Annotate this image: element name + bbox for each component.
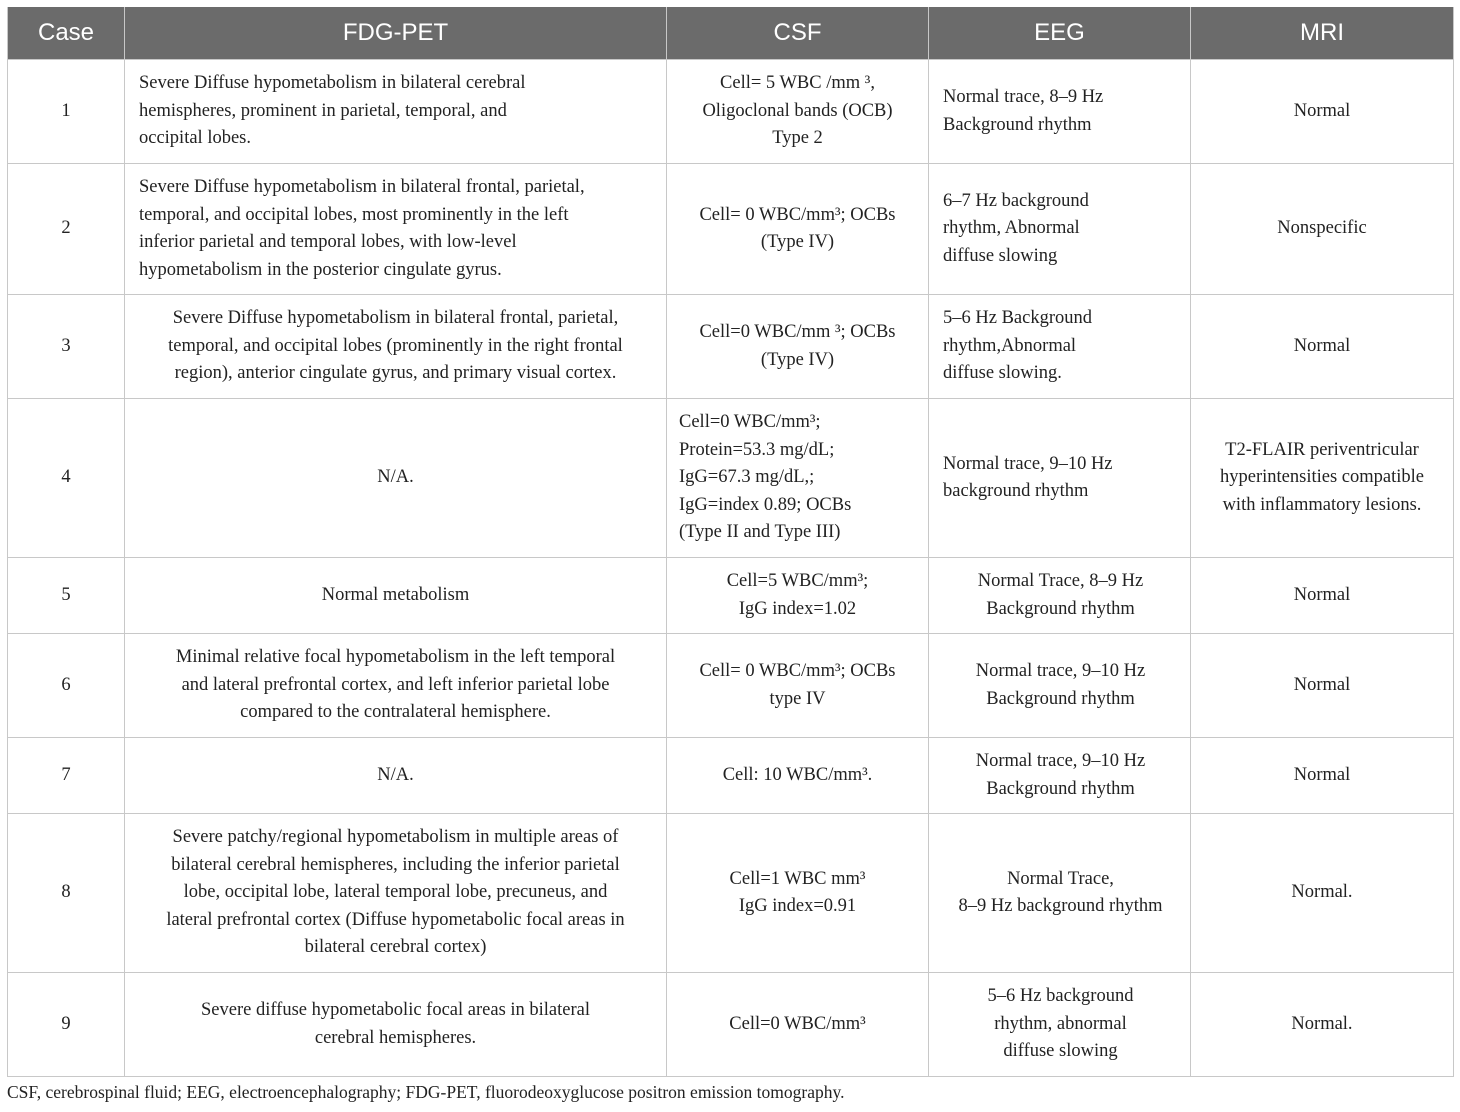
eeg-line: 5–6 Hz Background [943,308,1092,329]
eeg-cell [929,814,1191,973]
pet-line: hemispheres, prominent in parietal, temporal, and [139,100,507,121]
mri-line: T2-FLAIR periventricular [1225,439,1419,460]
column-header-csf: CSF [667,7,929,60]
pet-line: region), anterior cingulate gyrus, and primary visual cortex. [174,363,617,384]
mri-cell [1191,60,1454,164]
pet-line: bilateral cerebral hemispheres, including the inferior parietal [171,854,620,875]
mri-line: Normal [1293,100,1351,121]
eeg-cell [929,634,1191,738]
eeg-line: Normal Trace, 8–9 Hz [977,571,1144,591]
pet-line: lobe, occipital lobe, lateral temporal lobe, precuneus, and [183,882,608,903]
eeg-cell [929,558,1191,634]
csf-line: Protein=53.3 mg/dL; [679,439,835,460]
eeg-line: 5–6 Hz background [987,986,1134,1007]
fdg-pet-cell [125,164,667,295]
csf-line: IgG=index 0.89; OCBs [679,494,852,515]
pet-line: N/A. [377,467,414,488]
table-row [8,814,1454,973]
eeg-cell [929,60,1191,164]
csf-line: Cell=1 WBC mm³ [729,868,866,889]
eeg-line: Background rhythm [986,598,1135,619]
csf-cell [667,60,929,164]
pet-line: and lateral prefrontal cortex, and left inferior parietal lobe [181,674,610,695]
csf-cell [667,738,929,814]
mri-cell [1191,973,1454,1077]
pet-line: temporal, and occipital lobes (prominently in the right frontal [168,335,623,356]
pet-line: Severe Diffuse hypometabolism in bilateral frontal, parietal, [172,308,619,329]
csf-line: IgG index=0.91 [738,896,857,916]
mri-cell [1191,738,1454,814]
pet-line: hypometabolism in the posterior cingulate gyrus. [139,259,502,280]
eeg-cell [929,399,1191,558]
table-row [8,558,1454,634]
eeg-line: Normal trace, 9–10 Hz [943,453,1113,474]
csf-line: Oligoclonal bands (OCB) [702,100,893,121]
table-row [8,60,1454,164]
pet-line: Severe Diffuse hypometabolism in bilateral frontal, parietal, [139,177,585,197]
eeg-line: Normal trace, 8–9 Hz [943,87,1104,107]
eeg-line: Background rhythm [943,114,1092,135]
csf-line: Cell: 10 WBC/mm³. [722,764,873,785]
mri-line: Normal [1293,764,1351,785]
case-number-cell: 8 [8,814,125,973]
eeg-line: diffuse slowing. [943,363,1062,384]
csf-line: Type 2 [772,128,823,149]
csf-cell [667,814,929,973]
table-row [8,399,1454,558]
case-number-cell: 3 [8,295,125,399]
eeg-line: diffuse slowing [943,245,1058,266]
column-header-eeg: EEG [929,7,1191,60]
eeg-cell [929,295,1191,399]
table-body [8,60,1454,1077]
mri-cell [1191,399,1454,558]
csf-cell [667,295,929,399]
pet-line: lateral prefrontal cortex (Diffuse hypometabolic focal areas in [166,909,625,930]
fdg-pet-cell [125,738,667,814]
eeg-line: Normal trace, 9–10 Hz [975,661,1146,681]
mri-line: Normal [1293,584,1351,605]
csf-line: Cell=5 WBC/mm³; [726,571,869,591]
mri-cell [1191,814,1454,973]
eeg-cell [929,738,1191,814]
case-number-cell: 7 [8,738,125,814]
mri-line: Normal [1293,674,1351,695]
eeg-line: 8–9 Hz background rhythm [958,896,1163,916]
eeg-line: 6–7 Hz background [943,190,1089,211]
eeg-line: background rhythm [943,481,1089,501]
mri-line: hyperintensities compatible [1220,467,1424,488]
fdg-pet-cell [125,973,667,1077]
eeg-line: rhythm, abnormal [994,1013,1127,1034]
table-row [8,973,1454,1077]
column-header-mri: MRI [1191,7,1454,60]
fdg-pet-cell [125,814,667,973]
csf-line: (Type IV) [760,232,835,252]
csf-line: Cell= 5 WBC /mm ³, [720,73,875,94]
eeg-line: Normal Trace, [1007,868,1114,889]
csf-line: Cell=0 WBC/mm³; [679,412,821,433]
case-number-cell: 4 [8,399,125,558]
eeg-cell [929,164,1191,295]
csf-cell [667,164,929,295]
case-number-cell: 1 [8,60,125,164]
case-number-cell: 2 [8,164,125,295]
column-header-fdg-pet: FDG-PET [125,7,667,60]
mri-cell [1191,634,1454,738]
pet-line: Severe diffuse hypometabolic focal areas in bilateral [200,1000,591,1020]
csf-line: (Type IV) [760,349,835,370]
clinical-findings-table [7,7,1454,1077]
table-row [8,634,1454,738]
csf-cell [667,634,929,738]
case-number-cell: 6 [8,634,125,738]
mri-line: Normal. [1291,1013,1353,1034]
mri-line: Normal. [1291,882,1353,903]
fdg-pet-cell [125,558,667,634]
table-header-row [8,7,1454,60]
pet-line: occipital lobes. [139,128,251,149]
table-footnote: CSF, cerebrospinal fluid; EEG, electroencephalography; FDG-PET, fluorodeoxyglucose positron emission tomography. [7,1082,845,1102]
eeg-cell [929,973,1191,1077]
case-number-cell: 5 [8,558,125,634]
table-row [8,295,1454,399]
fdg-pet-cell [125,399,667,558]
pet-line: compared to the contralateral hemisphere. [240,702,551,723]
eeg-line: rhythm, Abnormal [943,218,1080,239]
pet-line: inferior parietal and temporal lobes, with low-level [139,232,517,252]
mri-cell [1191,558,1454,634]
csf-line: (Type II and Type III) [679,522,841,543]
pet-line: Minimal relative focal hypometabolism in the left temporal [175,647,616,668]
mri-line: with inflammatory lesions. [1222,494,1422,515]
csf-line: Cell= 0 WBC/mm³; OCBs [699,661,896,681]
eeg-line: rhythm,Abnormal [943,335,1077,356]
fdg-pet-cell [125,634,667,738]
pet-line: temporal, and occipital lobes, most prominently in the left [139,204,569,225]
csf-cell [667,558,929,634]
eeg-line: Background rhythm [986,688,1135,709]
clinical-findings-table-container [7,7,1453,1077]
pet-line: bilateral cerebral cortex) [304,937,487,958]
csf-cell [667,399,929,558]
csf-line: Cell=0 WBC/mm³ [729,1013,866,1034]
fdg-pet-cell [125,60,667,164]
csf-line: Cell=0 WBC/mm ³; OCBs [699,322,896,342]
csf-cell [667,973,929,1077]
column-header-case: Case [8,7,125,60]
pet-line: cerebral hemispheres. [314,1027,477,1048]
eeg-line: Normal trace, 9–10 Hz [975,751,1146,771]
pet-line: Normal metabolism [321,584,470,605]
table-row [8,738,1454,814]
csf-line: IgG=67.3 mg/dL,; [679,467,815,488]
pet-line: N/A. [377,764,414,785]
csf-line: IgG index=1.02 [738,598,857,619]
mri-line: Normal [1293,335,1351,356]
mri-cell [1191,164,1454,295]
pet-line: Severe patchy/regional hypometabolism in multiple areas of [172,827,619,848]
csf-line: type IV [769,688,826,709]
csf-line: Cell= 0 WBC/mm³; OCBs [699,204,896,225]
mri-line: Nonspecific [1277,218,1367,239]
eeg-line: Background rhythm [986,778,1135,799]
table-row [8,164,1454,295]
case-number-cell: 9 [8,973,125,1077]
fdg-pet-cell [125,295,667,399]
pet-line: Severe Diffuse hypometabolism in bilateral cerebral [139,73,526,94]
mri-cell [1191,295,1454,399]
eeg-line: diffuse slowing [1003,1041,1118,1062]
